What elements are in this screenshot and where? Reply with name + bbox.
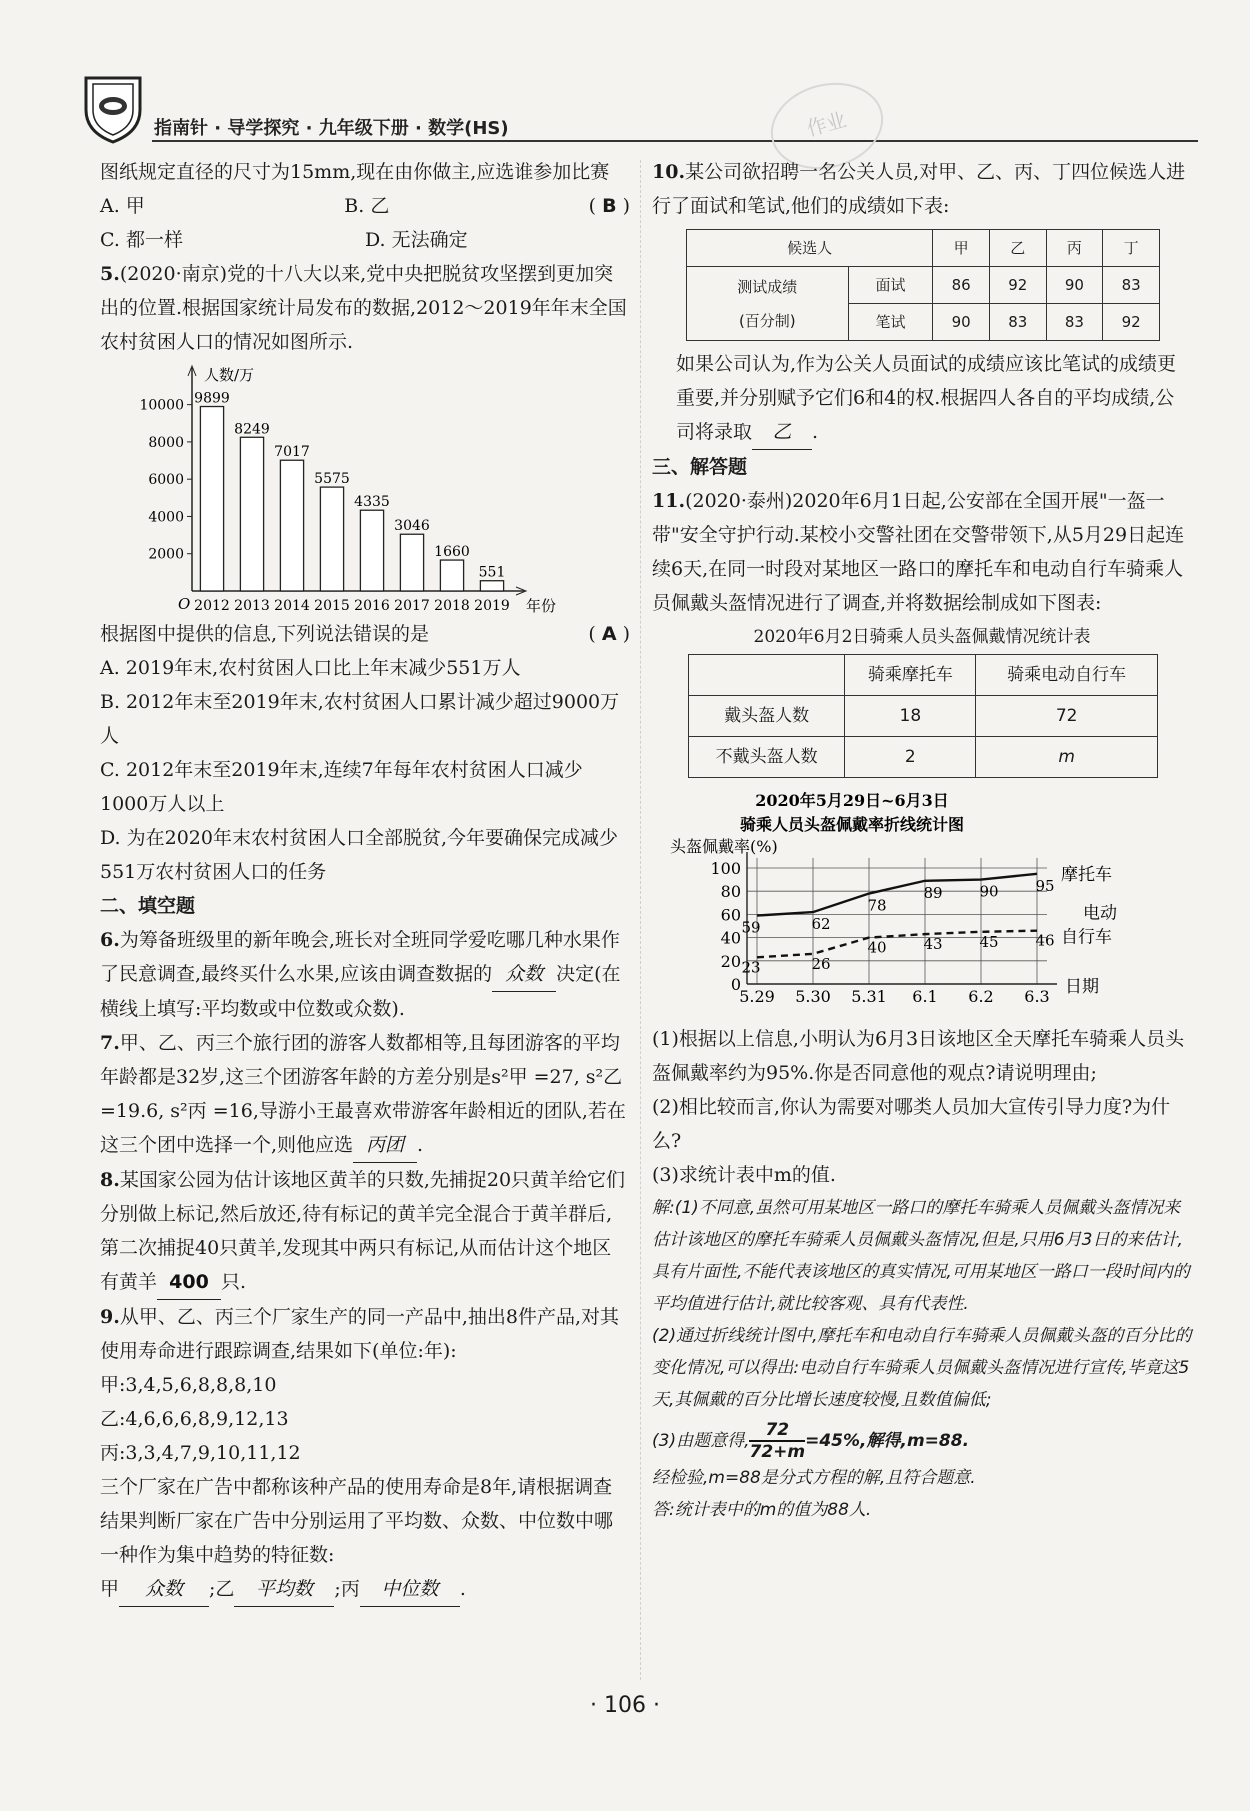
q10-text: 10.某公司欲招聘一名公关人员,对甲、乙、丙、丁四位候选人进行了面试和笔试,他们的成绩如下表:: [652, 161, 1186, 217]
bar: [240, 437, 263, 591]
x-tick-label: 5.30: [795, 987, 831, 1006]
chart-subtitle: 骑乘人员头盔佩戴率折线统计图: [739, 815, 965, 834]
x-tick-label: 2013: [234, 598, 270, 614]
legend-motorcycle: 摩托车: [1061, 864, 1112, 885]
bar-value-label: 8249: [234, 421, 270, 438]
q11-question-3: (3)求统计表中m的值.: [652, 1164, 836, 1186]
q5-option-a: A. 2019年末,农村贫困人口比上年末减少551万人: [100, 657, 521, 679]
q5-answer: A: [601, 623, 617, 645]
poverty-bar-chart: [130, 361, 557, 617]
q4-option-a: A. 甲: [100, 195, 145, 217]
table-cell: 18: [845, 696, 976, 737]
bar-value-label: 5575: [314, 471, 350, 488]
x-tick-label: 6.3: [1024, 987, 1050, 1006]
q9-text: 9.从甲、乙、丙三个厂家生产的同一产品中,抽出8件产品,对其使用寿命进行跟踪调查,结果如下(单位:年):: [100, 1306, 620, 1362]
data-label: 95: [1035, 876, 1055, 895]
q4-options-row1: [100, 189, 589, 223]
q11-solution-5: 答:统计表中的m的值为88人.: [652, 1500, 872, 1520]
q9-data-a: 甲:3,4,5,6,8,8,8,10: [100, 1374, 277, 1396]
table-cell: 83: [1046, 304, 1103, 341]
q10-header-name: 丙: [1046, 230, 1103, 267]
table-cell: 83: [989, 304, 1046, 341]
left-column: [100, 155, 630, 1607]
x-tick-label: 2019: [474, 598, 510, 614]
bar: [480, 581, 503, 591]
table-cell: 72: [976, 696, 1158, 737]
data-label: 23: [741, 958, 761, 977]
table-cell: 不戴头盔人数: [689, 737, 845, 778]
y-axis-label: 人数/万: [204, 366, 255, 384]
q11-col-header: 骑乘摩托车: [845, 655, 976, 696]
y-tick-label: 2000: [148, 546, 184, 563]
q10-score-table: [686, 229, 1160, 341]
q9-answer-b: 平均数: [234, 1572, 334, 1607]
q7-text: 7.甲、乙、丙三个旅行团的游客人数都相等,且每团游客的平均年龄都是32岁,这三个团游客年龄的方差分别是s²甲 =27, s²乙 =19.6, s²丙 =16,导游小王最喜欢带游客年龄相近的团队,若在这三个团中选择一个,则他应选 丙团 .: [100, 1026, 630, 1163]
bar-value-label: 4335: [354, 494, 390, 511]
q8-answer: 400: [157, 1265, 221, 1300]
bar: [200, 407, 223, 591]
q9-text2: 三个厂家在广告中都称该种产品的使用寿命是8年,请根据调查结果判断厂家在广告中分别运用了平均数、众数、中位数中哪一种作为集中趋势的特征数:: [100, 1476, 614, 1566]
q10-row-label: 笔试: [848, 304, 933, 341]
bar-value-label: 551: [478, 564, 506, 581]
table-cell: 92: [1103, 304, 1160, 341]
q11-table-title: 2020年6月2日骑乘人员头盔佩戴情况统计表: [753, 627, 1091, 647]
q5-text: 5.(2020·南京)党的十八大以来,党中央把脱贫攻坚摆到更加突出的位置.根据国家统计局发布的数据,2012～2019年年末全国农村贫困人口的情况如图所示.: [100, 263, 627, 353]
data-label: 90: [979, 882, 999, 901]
y-tick-label: 80: [720, 882, 741, 902]
chart-title: 2020年5月29日~6月3日: [755, 791, 949, 810]
q4-options-row2: [100, 223, 630, 257]
q7-answer: 丙团: [353, 1128, 417, 1163]
x-tick-label: 6.2: [968, 987, 994, 1006]
q10-group-label: 测试成绩 (百分制): [687, 267, 849, 341]
section-3-heading: 三、解答题: [652, 456, 748, 478]
q11-col-header: 骑乘电动自行车: [976, 655, 1158, 696]
q11-solution-2: (2)通过折线统计图中,摩托车和电动自行车骑乘人员佩戴头盔的百分比的变化情况,可以得出:电动自行车骑乘人员佩戴头盔情况进行宣传,毕竟这5天,其佩戴的百分比增长速度较慢,且数值偏低;: [652, 1326, 1192, 1410]
table-cell: 2: [845, 737, 976, 778]
y-axis-label: 头盔佩戴率(%): [670, 837, 778, 856]
q11-col-header: [689, 655, 845, 696]
q4-answer: B: [602, 195, 617, 217]
legend-ebike: 电动: [1083, 903, 1117, 924]
data-label: 43: [923, 935, 943, 954]
data-label: 62: [811, 915, 831, 934]
bar-value-label: 7017: [274, 444, 310, 461]
x-tick-label: 2016: [354, 598, 390, 614]
x-tick-label: 6.1: [912, 987, 938, 1006]
q11-solution-1: 解:(1)不同意,虽然可用某地区一路口的摩托车骑乘人员佩戴头盔情况来估计该地区的摩托车骑乘人员佩戴头盔情况,但是,只用6月3日的来估计,具有片面性,不能代表该地区的真实情况,可用某地区一路口一段时间内的平均值进行估计,就比较客观、具有代表性.: [652, 1198, 1190, 1314]
x-tick-label: 5.31: [851, 987, 887, 1006]
bar-value-label: 1660: [434, 544, 470, 561]
q6-answer: 众数: [492, 957, 556, 992]
shield-logo-icon: [78, 70, 148, 144]
section-2-heading: 二、填空题: [100, 895, 196, 917]
table-cell: 戴头盔人数: [689, 696, 845, 737]
q11-helmet-table: [688, 654, 1158, 778]
q11-question-2: (2)相比较而言,你认为需要对哪类人员加大宣传引导力度?为什么?: [652, 1096, 1171, 1152]
x-tick-label: 2014: [274, 598, 310, 614]
right-column: [652, 155, 1192, 1526]
y-tick-label: 6000: [148, 472, 184, 489]
q11-question-1: (1)根据以上信息,小明认为6月3日该地区全天摩托车骑乘人员头盔佩戴率约为95%.你是否同意他的观点?请说明理由;: [652, 1028, 1185, 1084]
q9-data-c: 丙:3,3,4,7,9,10,11,12: [100, 1442, 301, 1464]
q4-option-d: D. 无法确定: [365, 229, 468, 251]
q4-text: 图纸规定直径的尺寸为15mm,现在由你做主,应选谁参加比赛 ( B ): [100, 161, 630, 217]
q4-option-c: C. 都一样: [100, 229, 183, 251]
q5-option-b: B. 2012年末至2019年末,农村贫困人口累计减少超过9000万人: [100, 691, 620, 747]
table-cell: 90: [933, 304, 990, 341]
bar: [360, 510, 383, 591]
q4-option-b: B. 乙: [344, 195, 390, 217]
q9-answer-a: 众数: [119, 1572, 209, 1607]
x-axis-label: 日期: [1065, 977, 1099, 997]
data-label: 78: [867, 896, 887, 915]
q10-header-name: 甲: [933, 230, 990, 267]
q6-text: 6.为筹备班级里的新年晚会,班长对全班同学爱吃哪几种水果作了民意调查,最终买什么水果,应该由调查数据的 众数 决定(在横线上填写:平均数或中位数或众数).: [100, 929, 621, 1020]
helmet-line-chart: [652, 786, 1192, 1022]
data-label: 26: [811, 954, 831, 973]
page-number: · 106 ·: [590, 1693, 660, 1718]
table-cell: 90: [1046, 267, 1103, 304]
q10-text2: 如果公司认为,作为公关人员面试的成绩应该比笔试的成绩更重要,并分别赋予它们6和4的权.根据四人各自的平均成绩,公司将录取 乙 .: [652, 347, 1192, 450]
table-cell: 92: [989, 267, 1046, 304]
fraction: $\frac{72}{72+m}$: [749, 1420, 806, 1462]
bar-value-label: 9899: [194, 390, 230, 407]
q9-answer-c: 中位数: [360, 1572, 460, 1607]
q5-option-c: C. 2012年末至2019年末,连续7年每年农村贫困人口减少1000万人以上: [100, 759, 583, 815]
y-tick-label: 8000: [148, 434, 184, 451]
bar-value-label: 3046: [394, 518, 430, 535]
header-rule: [152, 140, 1198, 142]
q11-solution-3: (3)由题意得, $\frac{72}{72+m}$ =45%,解得,m=88.: [652, 1420, 970, 1462]
q10-header-candidate: 候选人: [687, 230, 933, 267]
x-axis-label: 年份: [526, 597, 557, 615]
data-label: 40: [867, 938, 887, 957]
q11-text: 11.(2020·泰州)2020年6月1日起,公安部在全国开展"一盔一带"安全守护行动.某校小交警社团在交警带领下,从5月29日起连续6天,在同一时段对某地区一路口的摩托车和电动自行车骑乘人员佩戴头盔情况进行了调查,并将数据绘制成如下图表:: [652, 490, 1185, 614]
q5-prompt: 根据图中提供的信息,下列说法错误的是 ( A ): [100, 623, 630, 645]
watermark-stamp: 作业: [761, 71, 893, 182]
bar: [400, 534, 423, 591]
q10-row-label: 面试: [848, 267, 933, 304]
q10-header-name: 丁: [1103, 230, 1160, 267]
origin-label: O: [178, 595, 191, 613]
data-label: 46: [1035, 931, 1055, 950]
bar: [280, 460, 303, 591]
data-label: 45: [979, 932, 999, 951]
y-tick-label: 20: [720, 951, 741, 971]
legend-ebike: 自行车: [1061, 927, 1112, 948]
q8-text: 8.某国家公园为估计该地区黄羊的只数,先捕捉20只黄羊给它们分别做上标记,然后放还,待有标记的黄羊完全混合于黄羊群后,第二次捕捉40只黄羊,发现其中两只有标记,从而估计这个地区有黄羊 400 只.: [100, 1163, 630, 1300]
q5-option-d: D. 为在2020年末农村贫困人口全部脱贫,今年要确保完成减少551万农村贫困人口的任务: [100, 827, 619, 883]
q10-answer: 乙: [752, 415, 812, 450]
y-tick-label: 10000: [139, 397, 184, 414]
column-divider: [640, 160, 641, 1680]
y-tick-label: 100: [710, 859, 741, 878]
table-cell: 86: [933, 267, 990, 304]
q9-answers: 甲 众数 ;乙 平均数 ;丙 中位数 .: [100, 1572, 630, 1607]
table-cell: m: [976, 737, 1158, 778]
y-tick-label: 60: [720, 905, 741, 925]
bar: [440, 560, 463, 591]
y-tick-label: 4000: [148, 509, 184, 526]
data-label: 89: [923, 883, 943, 902]
data-label: 59: [741, 918, 761, 937]
table-cell: 83: [1103, 267, 1160, 304]
y-tick-label: 0: [730, 975, 741, 994]
y-tick-label: 40: [720, 928, 741, 948]
x-tick-label: 2012: [194, 598, 230, 614]
page-header: [78, 70, 1198, 148]
x-tick-label: 2017: [394, 598, 430, 614]
x-tick-label: 5.29: [739, 987, 775, 1006]
q7-variances: s²甲 =27, s²乙 =19.6, s²丙 =16: [100, 1066, 623, 1122]
q9-data-b: 乙:4,6,6,6,8,9,12,13: [100, 1408, 289, 1430]
x-tick-label: 2015: [314, 598, 350, 614]
header-title: 指南针 · 导学探究 · 九年级下册 · 数学(HS): [154, 118, 509, 139]
q11-solution-4: 经检验,m=88是分式方程的解,且符合题意.: [652, 1468, 976, 1488]
x-tick-label: 2018: [434, 598, 470, 614]
q10-header-name: 乙: [989, 230, 1046, 267]
bar: [320, 487, 343, 591]
